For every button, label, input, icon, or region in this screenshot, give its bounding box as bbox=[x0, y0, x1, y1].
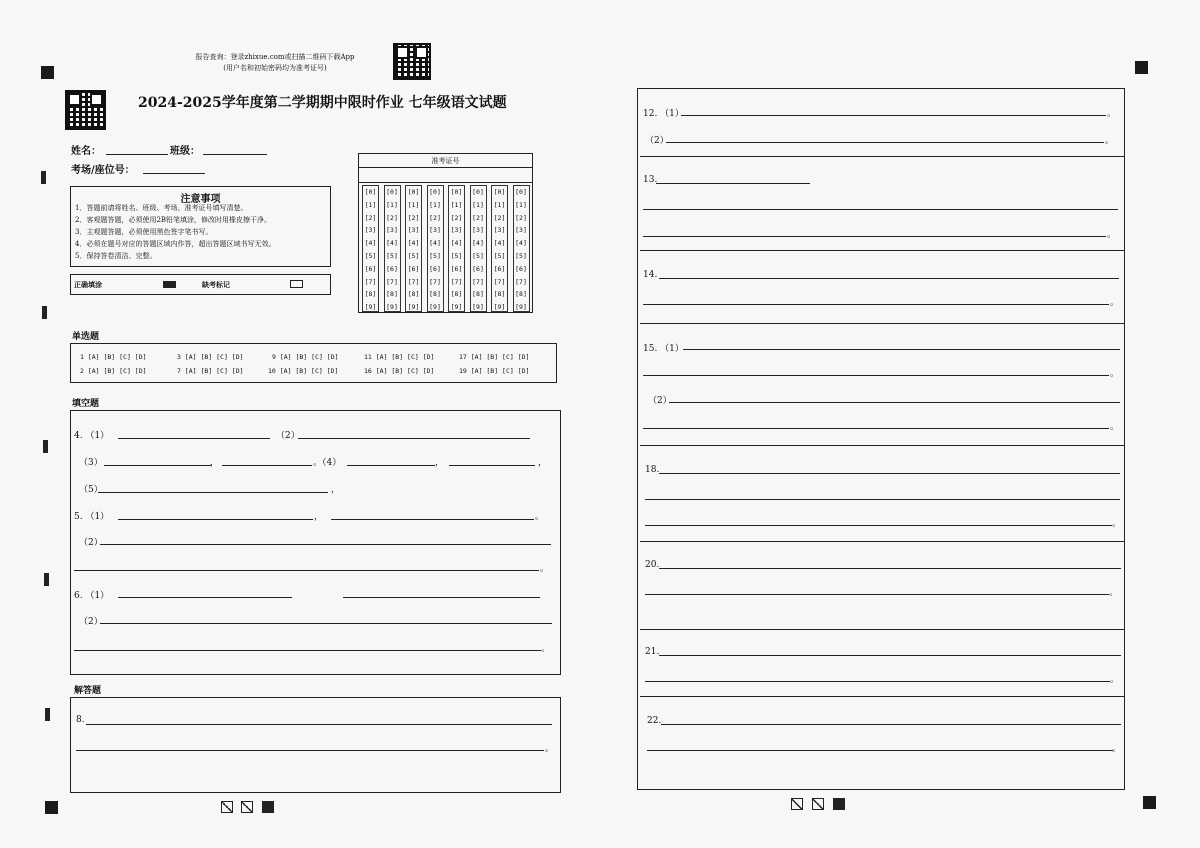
exam-id-bubble[interactable]: [3] bbox=[429, 226, 441, 235]
q4-4-answer-2[interactable] bbox=[449, 465, 535, 466]
exam-id-bubble[interactable]: [6] bbox=[493, 264, 506, 273]
exam-id-bubble[interactable]: [3] bbox=[386, 226, 398, 235]
notice-item: 1．答题前请将姓名、班级、考场、准考证号填写清楚。 bbox=[75, 204, 248, 212]
exam-id-bubble[interactable]: [7] bbox=[450, 277, 463, 286]
exam-id-bubble[interactable]: [4] bbox=[364, 239, 377, 248]
q5-1-label: 5. （1） bbox=[74, 512, 110, 522]
period: 。 bbox=[1109, 588, 1119, 598]
q8-box bbox=[70, 697, 561, 793]
q14-label: 14. bbox=[643, 270, 658, 280]
page-mark-icon bbox=[812, 798, 824, 810]
q20-label: 20. bbox=[645, 560, 660, 570]
exam-id-column bbox=[491, 185, 508, 312]
q14-answer-2[interactable] bbox=[643, 304, 1109, 305]
q15-2-answer-2[interactable] bbox=[643, 428, 1109, 429]
notice-item: 4．必须在题号对应的答题区域内作答，超出答题区域书写无效。 bbox=[75, 240, 276, 248]
q12-1-label: 12. （1） bbox=[643, 109, 684, 119]
exam-id-bubble[interactable]: [1] bbox=[407, 200, 420, 209]
page-mark-icon bbox=[791, 798, 803, 810]
absent-mark-box[interactable] bbox=[290, 280, 303, 288]
side-mark bbox=[43, 440, 48, 453]
class-label: 班级： bbox=[170, 146, 200, 157]
notice-item: 3．主观题答题，必须使用黑色签字笔书写。 bbox=[75, 228, 213, 236]
exam-id-column bbox=[405, 185, 422, 312]
exam-id-bubble[interactable]: [3] bbox=[364, 226, 377, 235]
page-mark-icon bbox=[262, 801, 274, 813]
q8-label: 8. bbox=[76, 715, 85, 725]
exam-id-bubble[interactable]: [4] bbox=[429, 239, 441, 248]
q21-answer-2[interactable] bbox=[645, 681, 1110, 682]
period: 。 bbox=[1110, 422, 1120, 432]
mcq-item[interactable]: 1 [A] [B] [C] [D] bbox=[80, 353, 147, 361]
exam-id-bubble[interactable]: [0] bbox=[407, 188, 420, 196]
q13-answer-3[interactable] bbox=[643, 236, 1106, 237]
exam-id-bubble[interactable]: [9] bbox=[364, 303, 377, 312]
exam-id-bubble[interactable]: [7] bbox=[386, 277, 398, 286]
exam-id-bubble[interactable]: [3] bbox=[407, 226, 420, 235]
exam-id-bubble[interactable]: [9] bbox=[493, 303, 506, 312]
divider bbox=[640, 156, 1125, 157]
timing-mark bbox=[41, 66, 54, 79]
exam-id-bubble[interactable]: [8] bbox=[450, 290, 463, 299]
mcq-box bbox=[70, 343, 557, 383]
exam-id-bubble[interactable]: [9] bbox=[407, 303, 420, 312]
side-mark bbox=[42, 306, 47, 319]
qr-code-icon bbox=[65, 90, 106, 130]
exam-id-bubble[interactable]: [2] bbox=[472, 213, 484, 222]
q12-1-answer[interactable] bbox=[681, 115, 1106, 116]
exam-id-bubble[interactable]: [2] bbox=[364, 213, 377, 222]
side-mark bbox=[41, 171, 46, 184]
exam-id-bubble[interactable]: [8] bbox=[364, 290, 377, 299]
side-mark bbox=[44, 573, 49, 586]
exam-id-bubble[interactable]: [1] bbox=[472, 200, 484, 209]
q21-answer[interactable] bbox=[659, 655, 1121, 656]
exam-id-bubble[interactable]: [1] bbox=[515, 200, 527, 209]
q4-5-answer[interactable] bbox=[98, 492, 328, 493]
exam-id-bubble[interactable]: [9] bbox=[515, 303, 527, 312]
exam-id-bubble[interactable]: [2] bbox=[429, 213, 441, 222]
exam-id-title: 准考证号 bbox=[431, 157, 460, 165]
exam-id-bubble[interactable]: [3] bbox=[472, 226, 484, 235]
exam-id-bubble[interactable]: [0] bbox=[472, 188, 484, 196]
comma: ， bbox=[210, 458, 220, 468]
exam-id-bubble[interactable]: [6] bbox=[515, 264, 527, 273]
period: 。 bbox=[1107, 230, 1117, 240]
exam-id-column bbox=[427, 185, 444, 312]
exam-id-bubble[interactable]: [4] bbox=[450, 239, 463, 248]
exam-id-bubble[interactable]: [2] bbox=[493, 213, 506, 222]
period: 。 bbox=[1112, 744, 1122, 754]
exam-id-bubble[interactable]: [9] bbox=[386, 303, 398, 312]
q20-answer[interactable] bbox=[659, 568, 1121, 569]
q8-answer-2[interactable] bbox=[76, 750, 544, 751]
divider bbox=[640, 323, 1125, 324]
exam-id-bubble[interactable]: [0] bbox=[364, 188, 377, 196]
divider bbox=[640, 250, 1125, 251]
q4-4-label: 。（4） bbox=[313, 458, 342, 468]
q14-answer[interactable] bbox=[659, 278, 1119, 279]
exam-id-bubble[interactable]: [1] bbox=[450, 200, 463, 209]
q15-2-answer[interactable] bbox=[669, 402, 1120, 403]
exam-id-bubble[interactable]: [8] bbox=[386, 290, 398, 299]
seat-label: 考场/座位号： bbox=[71, 165, 135, 176]
q6-2-answer[interactable] bbox=[100, 623, 552, 624]
q13-answer-2[interactable] bbox=[643, 209, 1118, 210]
q18-answer-3[interactable] bbox=[645, 525, 1112, 526]
exam-id-bubble[interactable]: [8] bbox=[472, 290, 484, 299]
q18-answer-2[interactable] bbox=[645, 499, 1120, 500]
exam-id-bubble[interactable]: [6] bbox=[386, 264, 398, 273]
exam-id-bubble[interactable]: [4] bbox=[472, 239, 484, 248]
fill-legend bbox=[70, 274, 331, 295]
exam-id-bubble[interactable]: [0] bbox=[515, 188, 527, 196]
exam-id-bubble[interactable]: [1] bbox=[386, 200, 398, 209]
exam-id-bubble[interactable]: [6] bbox=[407, 264, 420, 273]
exam-id-bubble[interactable]: [7] bbox=[429, 277, 441, 286]
q5-2-answer-2[interactable] bbox=[74, 570, 539, 571]
divider bbox=[640, 629, 1125, 630]
exam-id-bubble[interactable]: [3] bbox=[515, 226, 527, 235]
period: 。 bbox=[540, 564, 550, 574]
timing-mark bbox=[1143, 796, 1156, 809]
exam-id-bubble[interactable]: [3] bbox=[493, 226, 506, 235]
mcq-item[interactable]: 7 [A] [B] [C] [D] bbox=[177, 367, 244, 375]
exam-id-bubble[interactable]: [0] bbox=[429, 188, 441, 196]
exam-id-bubble[interactable]: [7] bbox=[364, 277, 377, 286]
page-mark-icon bbox=[833, 798, 845, 810]
exam-id-bubble[interactable]: [1] bbox=[429, 200, 441, 209]
right-answer-box bbox=[637, 88, 1125, 790]
exam-id-bubble[interactable]: [7] bbox=[407, 277, 420, 286]
period: 。 bbox=[1107, 109, 1117, 119]
mcq-item[interactable]: 9 [A] [B] [C] [D] bbox=[272, 353, 339, 361]
notice-title: 注意事项 bbox=[180, 194, 221, 205]
exam-id-bubble[interactable]: [6] bbox=[450, 264, 463, 273]
q5-1-answer[interactable] bbox=[118, 519, 313, 520]
absent-mark-label: 缺考标记 bbox=[202, 280, 230, 289]
exam-id-bubble[interactable]: [8] bbox=[515, 290, 527, 299]
mcq-item[interactable]: 17 [A] [B] [C] [D] bbox=[459, 353, 530, 361]
q15-1-answer-2[interactable] bbox=[643, 375, 1109, 376]
timing-mark bbox=[45, 801, 58, 814]
period: 。 bbox=[545, 744, 555, 754]
exam-id-bubble[interactable]: [1] bbox=[364, 200, 377, 209]
correct-fill-sample bbox=[163, 281, 176, 288]
period: 。 bbox=[1112, 519, 1122, 529]
side-mark bbox=[45, 708, 50, 721]
period: 。 bbox=[1110, 675, 1120, 685]
q4-2-label: （2） bbox=[276, 431, 300, 441]
q22-answer-2[interactable] bbox=[647, 750, 1113, 751]
exam-id-column bbox=[362, 185, 379, 312]
exam-id-bubble[interactable]: [2] bbox=[515, 213, 527, 222]
q15-2-label: （2） bbox=[648, 396, 672, 406]
q6-2-answer-2[interactable] bbox=[74, 650, 541, 651]
q18-label: 18. bbox=[645, 465, 660, 475]
q4-5-label: （5） bbox=[79, 485, 103, 495]
exam-id-bubble[interactable]: [4] bbox=[493, 239, 506, 248]
q18-answer[interactable] bbox=[659, 473, 1120, 474]
report-notice-line1: 报告查询：登录zhixue.com或扫描二维码下载App bbox=[195, 53, 355, 61]
exam-id-column bbox=[384, 185, 401, 312]
exam-id-bubble[interactable]: [4] bbox=[407, 239, 420, 248]
period: 。 bbox=[541, 644, 551, 654]
q4-3-answer-2[interactable] bbox=[222, 465, 312, 466]
q5-2-label: （2） bbox=[79, 538, 103, 548]
mcq-item[interactable]: 16 [A] [B] [C] [D] bbox=[364, 367, 435, 375]
section-answer: 解答题 bbox=[74, 686, 102, 696]
exam-id-bubble[interactable]: [4] bbox=[386, 239, 398, 248]
name-field[interactable] bbox=[106, 154, 168, 155]
mcq-item[interactable]: 19 [A] [B] [C] [D] bbox=[459, 367, 530, 375]
exam-id-bubble[interactable]: [9] bbox=[472, 303, 484, 312]
notice-item: 5．保持答卷清洁、完整。 bbox=[75, 252, 157, 260]
q12-2-label: （2） bbox=[645, 136, 669, 146]
q22-label: 22. bbox=[647, 716, 662, 726]
period: 。 bbox=[1110, 298, 1120, 308]
exam-id-column bbox=[470, 185, 487, 312]
exam-id-bubble[interactable]: [9] bbox=[429, 303, 441, 312]
exam-id-bubble[interactable]: [8] bbox=[429, 290, 441, 299]
mcq-item[interactable]: 11 [A] [B] [C] [D] bbox=[364, 353, 435, 361]
exam-id-bubble[interactable]: [5] bbox=[386, 251, 398, 260]
q15-1-label: 15. （1） bbox=[643, 344, 684, 354]
section-fill-blank: 填空题 bbox=[72, 399, 100, 409]
exam-id-bubble[interactable]: [6] bbox=[364, 264, 377, 273]
qr-code-icon bbox=[393, 43, 431, 80]
report-notice-line2: (用户名和初始密码均为准考证号) bbox=[223, 64, 327, 72]
comma: ， bbox=[314, 512, 324, 522]
q6-2-label: （2） bbox=[79, 617, 103, 627]
q4-1-answer[interactable] bbox=[118, 438, 270, 439]
exam-id-bubble[interactable]: [4] bbox=[515, 239, 527, 248]
exam-id-bubble[interactable]: [0] bbox=[450, 188, 463, 196]
divider bbox=[640, 445, 1125, 446]
notice-item: 2．客观题答题，必须使用2B铅笔填涂，修改时用橡皮擦干净。 bbox=[75, 216, 272, 224]
q22-answer[interactable] bbox=[661, 724, 1121, 725]
exam-id-bubble[interactable]: [5] bbox=[364, 251, 377, 260]
exam-id-column bbox=[513, 185, 530, 312]
exam-id-bubble[interactable]: [8] bbox=[493, 290, 506, 299]
exam-id-bubble[interactable]: [0] bbox=[386, 188, 398, 196]
comma: ， bbox=[538, 458, 548, 468]
exam-id-bubble[interactable]: [3] bbox=[450, 226, 463, 235]
mcq-item[interactable]: 3 [A] [B] [C] [D] bbox=[177, 353, 244, 361]
exam-id-bubble[interactable]: [5] bbox=[515, 251, 527, 260]
period: 。 bbox=[1110, 369, 1120, 379]
q5-1-answer-2[interactable] bbox=[331, 519, 534, 520]
q21-label: 21. bbox=[645, 647, 660, 657]
fill-blank-box bbox=[70, 410, 561, 675]
q5-2-answer[interactable] bbox=[100, 544, 551, 545]
q13-label: 13. bbox=[643, 175, 658, 185]
class-field[interactable] bbox=[203, 154, 267, 155]
q8-answer[interactable] bbox=[86, 724, 552, 725]
page-mark-icon bbox=[241, 801, 253, 813]
q13-answer[interactable] bbox=[656, 183, 810, 184]
q4-3-label: （3） bbox=[79, 458, 103, 468]
notice-box bbox=[70, 186, 331, 267]
exam-id-bubble[interactable]: [7] bbox=[515, 277, 527, 286]
exam-id-bubble[interactable]: [6] bbox=[472, 264, 484, 273]
divider bbox=[640, 541, 1125, 542]
correct-fill-label: 正确填涂 bbox=[74, 280, 102, 289]
section-single-choice: 单选题 bbox=[72, 332, 100, 342]
exam-id-bubble[interactable]: [1] bbox=[493, 200, 506, 209]
q4-2-answer[interactable] bbox=[298, 438, 530, 439]
divider bbox=[640, 696, 1125, 697]
page-title: 2024-2025学年度第二学期期中限时作业 七年级语文试题 bbox=[138, 95, 507, 111]
exam-id-bubble[interactable]: [7] bbox=[472, 277, 484, 286]
exam-id-bubble[interactable]: [2] bbox=[386, 213, 398, 222]
q4-3-answer[interactable] bbox=[104, 465, 211, 466]
exam-id-bubble[interactable]: [5] bbox=[429, 251, 441, 260]
period: 。 bbox=[1105, 136, 1115, 146]
exam-id-bubble[interactable]: [2] bbox=[407, 213, 420, 222]
period: 。 bbox=[535, 512, 545, 522]
q6-1-label: 6. （1） bbox=[74, 591, 110, 601]
q4-1-label: 4. （1） bbox=[74, 431, 110, 441]
exam-id-bubble[interactable]: [9] bbox=[450, 303, 463, 312]
exam-id-bubble[interactable]: [6] bbox=[429, 264, 441, 273]
exam-id-write-row[interactable] bbox=[359, 168, 532, 183]
comma: ， bbox=[435, 458, 445, 468]
seat-field[interactable] bbox=[143, 173, 205, 174]
exam-id-column bbox=[448, 185, 465, 312]
exam-id-bubble[interactable]: [2] bbox=[450, 213, 463, 222]
q15-1-answer[interactable] bbox=[683, 349, 1120, 350]
page-mark-icon bbox=[221, 801, 233, 813]
exam-id-bubble[interactable]: [5] bbox=[450, 251, 463, 260]
exam-id-bubble[interactable]: [8] bbox=[407, 290, 420, 299]
exam-id-bubble[interactable]: [0] bbox=[493, 188, 506, 196]
exam-id-bubble[interactable]: [5] bbox=[407, 251, 420, 260]
comma: ， bbox=[331, 485, 341, 495]
mcq-item[interactable]: 2 [A] [B] [C] [D] bbox=[80, 367, 147, 375]
q20-answer-2[interactable] bbox=[645, 594, 1109, 595]
q12-2-answer[interactable] bbox=[666, 142, 1104, 143]
q6-1-answer[interactable] bbox=[118, 597, 292, 598]
q4-4-answer[interactable] bbox=[347, 465, 435, 466]
name-label: 姓名： bbox=[71, 146, 101, 157]
timing-mark bbox=[1135, 61, 1148, 74]
q6-1-answer-2[interactable] bbox=[343, 597, 540, 598]
exam-id-bubble[interactable]: [5] bbox=[472, 251, 484, 260]
exam-id-bubble[interactable]: [7] bbox=[493, 277, 506, 286]
exam-id-grid bbox=[358, 153, 533, 313]
exam-id-bubble[interactable]: [5] bbox=[493, 251, 506, 260]
mcq-item[interactable]: 10 [A] [B] [C] [D] bbox=[268, 367, 339, 375]
